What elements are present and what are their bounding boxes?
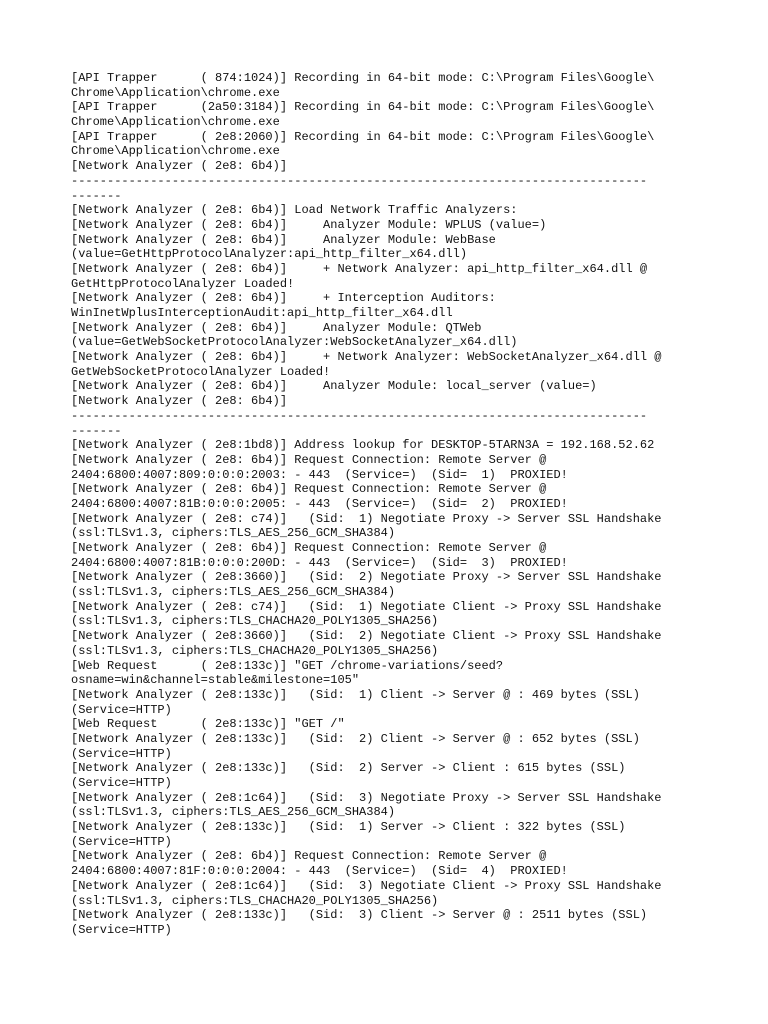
log-line: (Service=HTTP) [71, 922, 172, 937]
log-line: (value=GetHttpProtocolAnalyzer:api_http_filter_x64.dll) [71, 247, 468, 262]
log-line: [Network Analyzer ( 2e8: 6b4)] + Network Analyzer: WebSocketAnalyzer_x64.dll @ [71, 350, 662, 365]
log-line: [Network Analyzer ( 2e8: 6b4)] [71, 159, 288, 174]
log-line: (Service=HTTP) [71, 702, 172, 717]
log-line: osname=win&channel=stable&milestone=105" [71, 673, 360, 688]
log-document [71, 71, 731, 938]
log-line: (Service=HTTP) [71, 834, 172, 849]
log-line: [Network Analyzer ( 2e8:3660)] (Sid: 2) Negotiate Proxy -> Server SSL Handshake [71, 570, 662, 585]
log-line: [Network Analyzer ( 2e8: 6b4)] Request Connection: Remote Server @ [71, 482, 547, 497]
log-line: -------------------------------------------------------------------------------- [71, 408, 648, 423]
log-line: -------------------------------------------------------------------------------- [71, 173, 648, 188]
log-line: [Network Analyzer ( 2e8:1bd8)] Address lookup for DESKTOP-5TARN3A = 192.168.52.62 [71, 438, 655, 453]
log-line: WinInetWplusInterceptionAudit:api_http_filter_x64.dll [71, 306, 453, 320]
log-line: Chrome\Application\chrome.exe [71, 85, 280, 100]
log-line: [API Trapper ( 874:1024)] Recording in 64-bit mode: C:\Program Files\Google\ [71, 71, 655, 85]
log-line: (Service=HTTP) [71, 776, 172, 790]
log-line: [Network Analyzer ( 2e8: 6b4)] Request Connection: Remote Server @ [71, 541, 547, 555]
log-line: [Network Analyzer ( 2e8: 6b4)] Load Network Traffic Analyzers: [71, 203, 518, 218]
log-line: 2404:6800:4007:809:0:0:0:2003: - 443 (Service=) (Sid= 1) PROXIED! [71, 467, 568, 482]
log-line: (ssl:TLSv1.3, ciphers:TLS_AES_256_GCM_SHA384) [71, 526, 396, 541]
log-line: GetWebSocketProtocolAnalyzer Loaded! [71, 364, 331, 379]
log-line: [Network Analyzer ( 2e8:133c)] (Sid: 2) Client -> Server @ : 652 bytes (SSL) [71, 731, 640, 746]
log-line: [Network Analyzer ( 2e8: 6b4)] Analyzer Module: WebBase [71, 232, 496, 247]
log-line: ------- [71, 188, 122, 203]
log-line: Chrome\Application\chrome.exe [71, 144, 280, 159]
log-line: [Network Analyzer ( 2e8:133c)] (Sid: 2) Server -> Client : 615 bytes (SSL) [71, 761, 626, 776]
log-line: [Network Analyzer ( 2e8: c74)] (Sid: 1) Negotiate Proxy -> Server SSL Handshake [71, 511, 662, 526]
log-line: [Network Analyzer ( 2e8: 6b4)] Analyzer Module: QTWeb [71, 320, 482, 335]
log-line: ------- [71, 423, 122, 438]
log-line: [Network Analyzer ( 2e8: 6b4)] + Network Analyzer: api_http_filter_x64.dll @ [71, 261, 648, 276]
log-line: (ssl:TLSv1.3, ciphers:TLS_AES_256_GCM_SHA384) [71, 585, 396, 600]
log-line: [Network Analyzer ( 2e8:1c64)] (Sid: 3) Negotiate Client -> Proxy SSL Handshake [71, 878, 662, 893]
log-line: [Web Request ( 2e8:133c)] "GET /chrome-variations/seed? [71, 658, 504, 673]
log-line: GetHttpProtocolAnalyzer Loaded! [71, 276, 295, 291]
log-line: [Web Request ( 2e8:133c)] "GET /" [71, 717, 345, 732]
log-line: [Network Analyzer ( 2e8:133c)] (Sid: 1) Client -> Server @ : 469 bytes (SSL) [71, 687, 640, 702]
log-line: 2404:6800:4007:81F:0:0:0:2004: - 443 (Service=) (Sid= 4) PROXIED! [71, 864, 568, 879]
log-line: [API Trapper (2a50:3184)] Recording in 64-bit mode: C:\Program Files\Google\ [71, 100, 655, 115]
log-line: [Network Analyzer ( 2e8:133c)] (Sid: 3) Client -> Server @ : 2511 bytes (SSL) [71, 908, 648, 923]
log-line: [Network Analyzer ( 2e8: 6b4)] Request Connection: Remote Server @ [71, 849, 547, 864]
log-line: [Network Analyzer ( 2e8:133c)] (Sid: 1) Server -> Client : 322 bytes (SSL) [71, 820, 626, 835]
log-line: [Network Analyzer ( 2e8: 6b4)] Request Connection: Remote Server @ [71, 452, 547, 467]
log-line: [Network Analyzer ( 2e8:3660)] (Sid: 2) Negotiate Client -> Proxy SSL Handshake [71, 629, 662, 644]
log-line: (ssl:TLSv1.3, ciphers:TLS_CHACHA20_POLY1305_SHA256) [71, 643, 439, 658]
log-line: [Network Analyzer ( 2e8: 6b4)] Analyzer Module: WPLUS (value=) [71, 217, 547, 232]
log-line: (value=GetWebSocketProtocolAnalyzer:WebSocketAnalyzer_x64.dll) [71, 335, 518, 350]
log-line: [Network Analyzer ( 2e8: 6b4)] + Interception Auditors: [71, 291, 496, 306]
log-line: [Network Analyzer ( 2e8: c74)] (Sid: 1) Negotiate Client -> Proxy SSL Handshake [71, 599, 662, 614]
log-text-block [71, 71, 731, 938]
log-line: Chrome\Application\chrome.exe [71, 115, 280, 130]
log-line: 2404:6800:4007:81B:0:0:0:200D: - 443 (Service=) (Sid= 3) PROXIED! [71, 555, 568, 570]
log-line: [API Trapper ( 2e8:2060)] Recording in 64-bit mode: C:\Program Files\Google\ [71, 129, 655, 144]
log-line: (Service=HTTP) [71, 746, 172, 761]
log-line: (ssl:TLSv1.3, ciphers:TLS_AES_256_GCM_SHA384) [71, 805, 396, 820]
log-line: [Network Analyzer ( 2e8: 6b4)] [71, 394, 288, 409]
log-line: [Network Analyzer ( 2e8: 6b4)] Analyzer Module: local_server (value=) [71, 379, 597, 394]
log-line: 2404:6800:4007:81B:0:0:0:2005: - 443 (Service=) (Sid= 2) PROXIED! [71, 496, 568, 511]
log-line: (ssl:TLSv1.3, ciphers:TLS_CHACHA20_POLY1305_SHA256) [71, 614, 439, 629]
log-line: [Network Analyzer ( 2e8:1c64)] (Sid: 3) Negotiate Proxy -> Server SSL Handshake [71, 790, 662, 805]
log-line: (ssl:TLSv1.3, ciphers:TLS_CHACHA20_POLY1305_SHA256) [71, 893, 439, 908]
